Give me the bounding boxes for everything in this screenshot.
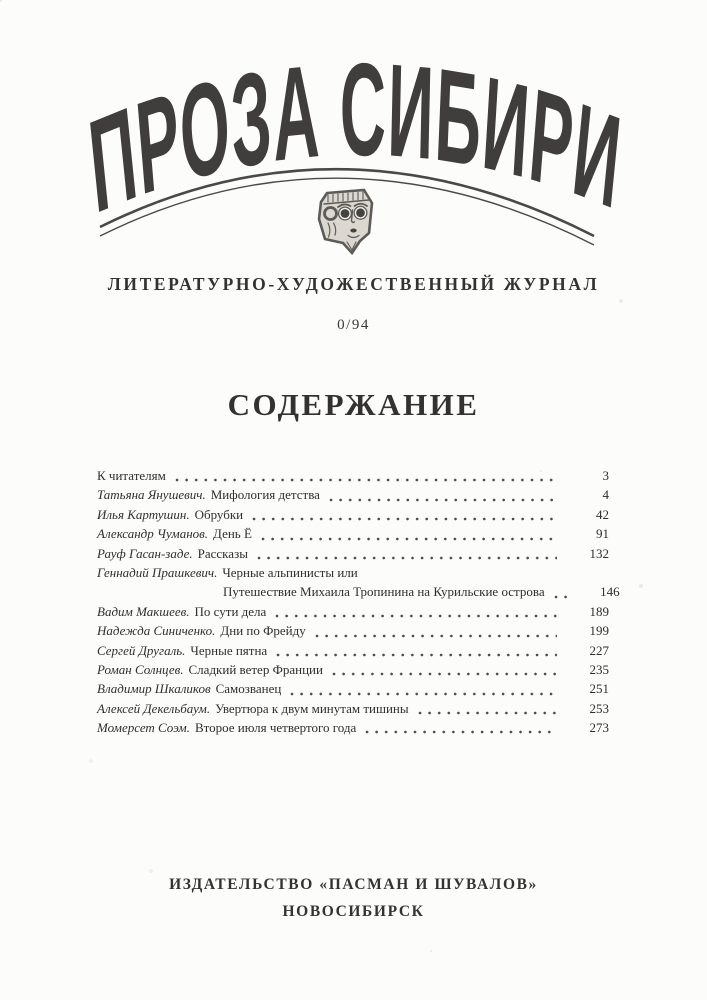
toc-title: Самозванец <box>215 681 282 697</box>
toc-author: Сергей Другаль. <box>97 642 186 658</box>
publisher-line: ИЗДАТЕЛЬСТВО «ПАСМАН И ШУВАЛОВ» <box>169 876 538 893</box>
toc-page-number: 146 <box>600 584 620 600</box>
toc-page-number: 91 <box>596 526 609 542</box>
toc-title: Сладкий ветер Франции <box>188 661 323 677</box>
issue-number: 0/94 <box>337 317 370 333</box>
city-line: НОВОСИБИРСК <box>282 903 425 920</box>
toc-author: Александр Чуманов. <box>97 526 209 542</box>
toc-author: Вадим Макшеев. <box>97 603 190 619</box>
dot-leader <box>275 614 557 618</box>
toc-entry-wrapped-line <box>97 582 620 601</box>
toc-page-number: 132 <box>589 545 609 561</box>
toc-entry <box>97 621 609 640</box>
dot-leader <box>175 478 557 482</box>
toc-page-number: 273 <box>589 720 609 736</box>
toc-title: Черные пятна <box>190 642 268 658</box>
dot-leader <box>418 711 557 715</box>
dot-leader <box>329 498 557 502</box>
dot-leader <box>290 692 557 696</box>
toc-page-number: 4 <box>602 487 609 503</box>
table-of-contents <box>97 466 620 737</box>
toc-title: Мифология детства <box>210 487 320 503</box>
toc-author: Роман Солнцев. <box>97 661 184 677</box>
toc-author: Илья Картушин. <box>97 506 190 522</box>
journal-subtitle: ЛИТЕРАТУРНО-ХУДОЖЕСТВЕННЫЙ ЖУРНАЛ <box>107 274 600 294</box>
toc-entry <box>97 524 609 543</box>
dot-leader <box>315 634 557 638</box>
toc-title: День Ё <box>213 526 252 542</box>
toc-entry <box>97 641 609 660</box>
toc-author: Рауф Гасан-заде. <box>97 545 193 561</box>
toc-entry <box>97 660 609 679</box>
toc-page-number: 235 <box>589 661 609 677</box>
dot-leader <box>261 537 557 541</box>
toc-title: По сути дела <box>194 603 267 619</box>
toc-title: Увертюра к двум минутам тишины <box>215 700 409 716</box>
toc-page-number: 227 <box>589 642 609 658</box>
toc-author: Татьяна Янушевич. <box>97 487 206 503</box>
toc-title: Рассказы <box>197 545 248 561</box>
toc-author: Владимир Шкаликов <box>97 681 211 697</box>
toc-title: К читателям <box>97 468 166 483</box>
toc-entry <box>97 602 609 621</box>
dot-leader <box>332 672 557 676</box>
toc-title: Дни по Фрейду <box>220 623 306 639</box>
mask-face-icon <box>319 190 372 253</box>
toc-author: Алексей Декельбаум. <box>97 700 211 716</box>
toc-author: Момерсет Соэм. <box>97 720 190 736</box>
dot-leader <box>276 653 557 657</box>
toc-page-number: 3 <box>602 468 609 483</box>
toc-page-number: 253 <box>589 700 609 716</box>
toc-entry <box>97 485 609 504</box>
toc-page-number: 42 <box>596 506 609 522</box>
dot-leader <box>365 730 557 734</box>
toc-entry <box>97 544 609 563</box>
toc-page-number: 251 <box>589 681 609 697</box>
toc-entry <box>97 679 609 698</box>
contents-heading: СОДЕРЖАНИЕ <box>227 387 480 422</box>
toc-entry <box>97 466 609 485</box>
toc-entry <box>97 699 609 718</box>
toc-author: Геннадий Прашкевич. <box>97 564 218 580</box>
toc-title: Обрубки <box>194 506 244 522</box>
toc-page-number: 199 <box>589 623 609 639</box>
toc-author: Надежда Синиченко. <box>97 623 216 639</box>
toc-title: Черные альпинисты или <box>222 564 358 580</box>
toc-entry-first-line <box>97 563 609 582</box>
dot-leader <box>554 595 568 599</box>
toc-entry <box>97 505 609 524</box>
toc-title: Второе июля четвертого года <box>194 720 357 736</box>
toc-page-number: 189 <box>589 603 609 619</box>
logo-title: ПРОЗА СИБИРИ <box>83 37 629 243</box>
dot-leader <box>252 517 557 521</box>
toc-title-continuation: Путешествие Михаила Тропинина на Курильские острова <box>223 584 545 600</box>
toc-entry <box>97 718 609 737</box>
dot-leader <box>257 556 557 560</box>
